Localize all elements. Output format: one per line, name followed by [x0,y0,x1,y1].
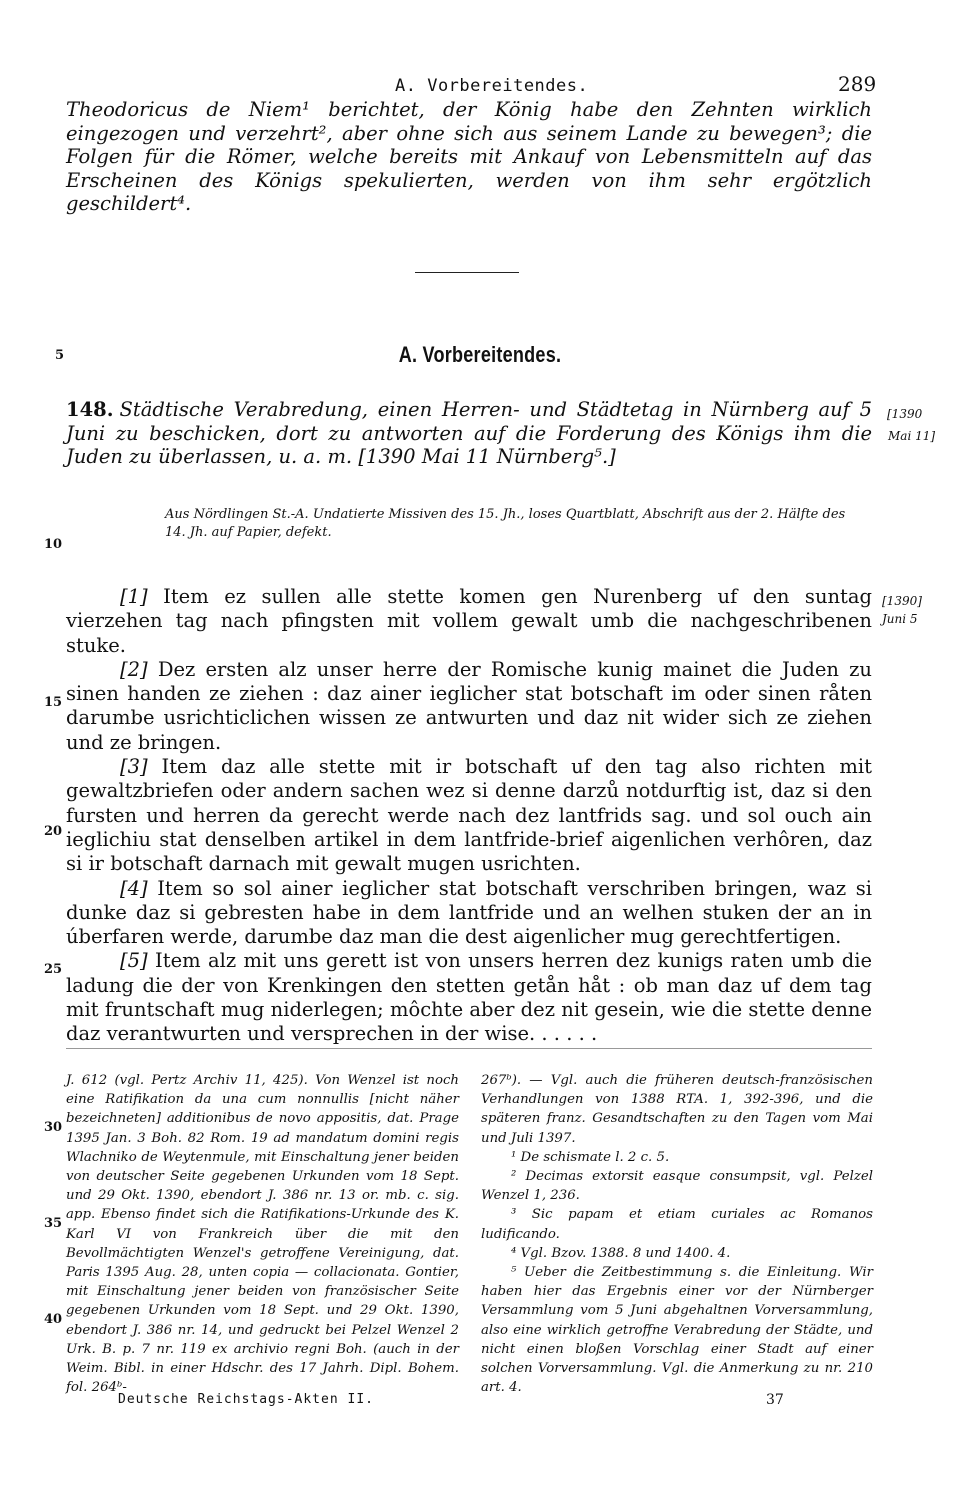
paragraph-text: Item so sol ainer ieglicher stat botschaft verschriben bringen, waz si dunke daz si gebresten habe in dem lantfride und an welhen stuken der an in úberfaren werde, darumbe daz man die dest aigenlicher mug gerechtfertigen. [66,876,872,949]
main-margin-date: Juni 5 [882,612,918,626]
paragraph-number: [1] [120,585,148,608]
line-number-40: 40 [44,1312,63,1327]
entry-summary: Städtische Verabredung, einen Herren- und Städtetag in Nürnberg auf 5 Juni zu beschicken, dort zu antworten auf die Forderung des Königs ihm die Juden zu überlassen, u. a. m. [1390 Mai 11 Nürnberg⁵.] [66,398,872,468]
paragraph-text: Item ez sullen alle stette komen gen Nurenberg uf den suntag vierzehen tag nach pfingsten mit vollem gewalt umb die nachgeschribenen stuke. [66,585,873,657]
entry-number: 148. [66,398,114,421]
entry-148 [66,398,872,469]
footer-series-title: Deutsche Reichstags-Akten II. [118,1392,374,1407]
paragraph-number: [2] [120,657,148,681]
footnote-2: ² Decimas extorsit easque consumpsit, vgl. Pelzel Wenzel 1, 236. [481,1169,873,1204]
section-heading: A. Vorbereitendes. [398,342,562,367]
paragraph-5 [66,949,872,1046]
line-number-30: 30 [44,1120,63,1135]
footnote-divider [66,1048,872,1049]
page-number: 289 [838,72,877,96]
paragraph-4 [66,877,872,950]
entry-margin-date: Mai 11] [888,429,936,443]
footnote-5: ⁵ Ueber die Zeitbestimmung s. die Einleitung. Wir haben hier das Ergebnis einer vor der Nürnberger Versammlung vom 5 Juni abgehaltnen Vorversammlung, also eine wirklich getroffne Verabredung der Städte, und nicht einen bloßen Vorschlag einer Stadt auf einer solchen Vorversammlung. Vgl. die Anmerkung zu nr. 210 art. 4. [481,1265,873,1396]
footnote-4: ⁴ Vgl. Bzov. 1388. 8 und 1400. 4. [511,1245,731,1261]
entry-margin-year: [1390 [887,407,923,421]
footnote-continuation: J. 612 (vgl. Pertz Archiv 11, 425). Von Wenzel ist noch eine Ratifikation da una cum nonnullis [nicht näher bezeichneten] additionibus de novo appositis, dat. Prage 1395 Jan. 3 Boh. 82 Rom. 19 ad mandatum domini regis Wlachniko de Weytenmule, mit Einschaltung jener beiden von deutscher Seite gegebenen Urkunden vom 18 Sept. und 29 Okt. 1390, ebendort J. 386 nr. 13 or. mb. c. sig. app. Ebenso findet sich die Ratifikations-Urkunde des K. Karl VI von Frankreich über die mit den Bevollmächtigten Wenzel's getroffene Vereinigung, dat. Paris 1395 Aug. 28, unten copia — collacionata. Gontier, mit Einschaltung jener beiden von französischer Seite gegebenen Urkunden vom 18 Sept. und 29 Okt. 1390, ebendort J. 386 nr. 14, und gedruckt bei Pelzel Wenzel 2 Urk. B. p. 7 nr. 119 ex archivio regni Boh. (auch in der Weim. Bibl. in einer Hdschr. des 17 Jahrh. Dipl. Bohem. fol. 264ᵇ- [66,1073,459,1396]
paragraph-text: Item daz alle stette mit ir botschaft uf den tag also richten mit gewaltzbriefen oder andern sachen wez si denne darzů notdurftig ist, daz si den fursten und herren da gerecht werde nach dez lantfrids sag. und sol ouch ain ieglichiu stat denselben artikel in dem lantfride-brief aigenlichen verhôren, daz si ir botschaft darnach mit gewalt mugen usrichten. [66,755,872,876]
line-number-35: 35 [44,1216,63,1231]
paragraph-text: Item alz mit uns gerett ist von unsers herren dez kunigs raten umb die ladung die der von Krenkingen den stetten getån håt : ob man daz uf dem tag mit fruntschaft mug niderlegen; môchte aber dez nit gesein, wie die stette denne daz verantwurten und versprechen in der wise. . . . . . [66,949,873,1046]
paragraph-number: [3] [120,755,148,779]
footnotes-right-column [481,1071,873,1397]
line-number-25: 25 [44,962,63,977]
footnote-3: ³ Sic papam et etiam curiales ac Romanos ludificando. [481,1207,873,1242]
paragraph-1 [66,585,872,658]
line-number-5: 5 [55,348,65,363]
paragraph-number: [5] [120,949,148,973]
source-line-1: Aus Nördlingen St.-A. Undatierte Missiven des 15. Jh., loses Quartblatt, Abschrift aus der 2. Hälfte des [165,507,846,522]
paragraph-3 [66,755,872,876]
paragraph-text: Dez ersten alz unser herre der Romische kunig mainet die Juden zu sinen handen ze ziehen : daz ainer ieglicher stat botschaft im oder sinen råten darumbe usrichticlichen wissen ze antwurten und daz nit wider sich ze ziehen und ze bringen. [66,657,872,754]
main-margin-year: [1390] [882,594,922,608]
footnote-continuation-right: 267ᵇ). — Vgl. auch die früheren deutsch-französischen Verhandlungen von 1388 RTA. 1, 392-396, und die späteren franz. Gesandtschaften zu den Tagen vom Mai und Juli 1397. [481,1073,873,1146]
main-text [66,585,872,1047]
line-number-15: 15 [44,695,63,710]
paragraph-2 [66,658,872,755]
footer-signature-mark: 37 [766,1392,784,1408]
line-number-20: 20 [44,824,63,839]
source-note [165,506,875,542]
intro-paragraph [66,98,872,216]
footnote-1: ¹ De schismate l. 2 c. 5. [511,1149,670,1165]
footnotes-left-column [66,1071,459,1397]
running-header-title: A. Vorbereitendes. [395,76,589,96]
intro-text: Theodoricus de Niem¹ berichtet, der König habe den Zehnten wirklich eingezogen und verzehrt², aber ohne sich aus seinem Lande zu bewegen³; die Folgen für die Römer, welche bereits mit Ankauf von Lebensmitteln auf das Erscheinen des Königs spekulierten, werden von ihm sehr ergötzlich geschildert⁴. [66,98,872,215]
paragraph-number: [4] [120,876,148,900]
line-number-10: 10 [44,537,63,552]
separator-rule [415,272,519,273]
source-line-2: 14. Jh. auf Papier, defekt. [165,525,332,540]
